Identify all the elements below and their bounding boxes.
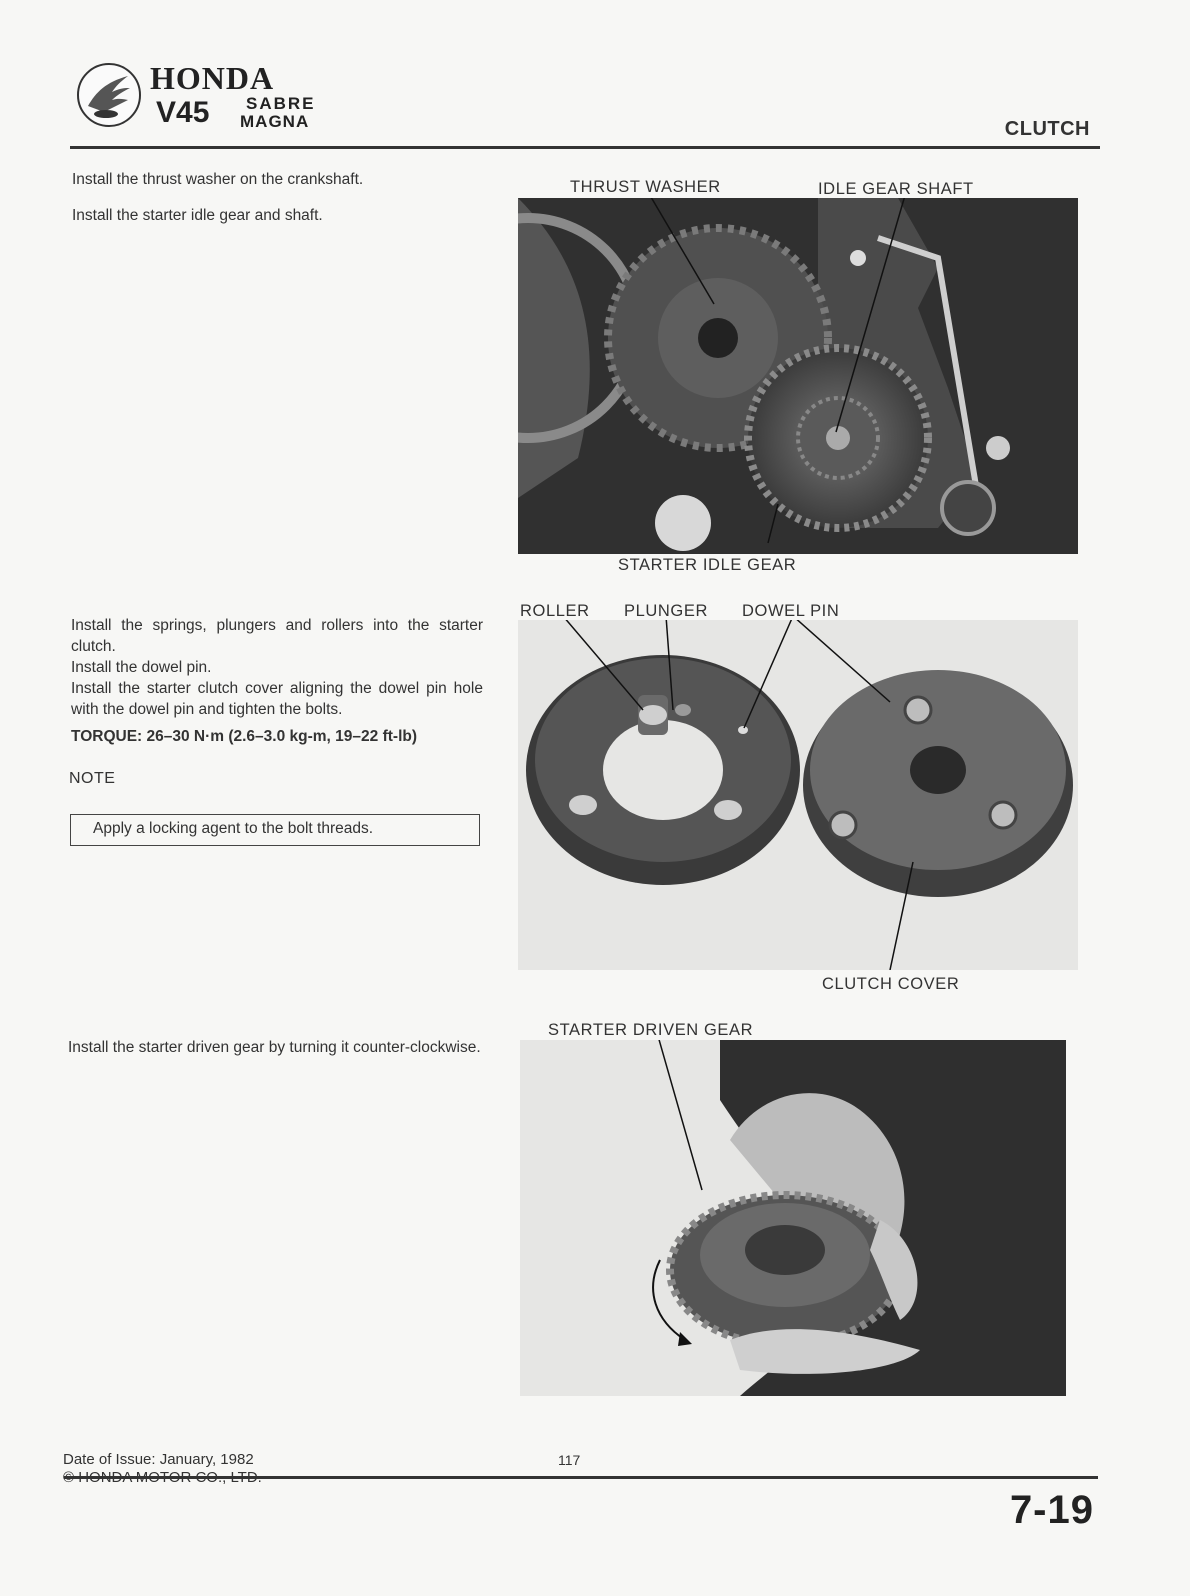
model-name: V45 — [156, 96, 210, 129]
label-thrust-washer: THRUST WASHER — [570, 178, 721, 196]
honda-logo — [76, 60, 336, 136]
label-clutch-cover: CLUTCH COVER — [822, 975, 960, 993]
section-title: CLUTCH — [1004, 118, 1090, 140]
brand-name: HONDA — [150, 60, 275, 96]
label-dowel-pin: DOWEL PIN — [742, 602, 840, 620]
step3-text: Install the starter driven gear by turning it counter-clockwise. — [68, 1039, 481, 1056]
step2-text-2: Install the dowel pin. — [71, 659, 212, 676]
page-number: 117 — [558, 1452, 581, 1468]
photo-starter-idle-gear — [518, 198, 1078, 554]
step2-text-1: Install the springs, plungers and rollers into the starter clutch. — [71, 617, 483, 655]
photo-starter-clutch — [518, 620, 1078, 970]
header-rule — [70, 146, 1100, 149]
photo-starter-driven-gear — [520, 1040, 1066, 1396]
note-label: NOTE — [69, 770, 116, 787]
step1-text-1: Install the thrust washer on the crankshaft. — [72, 171, 364, 188]
issue-date: Date of Issue: January, 1982 — [63, 1451, 254, 1468]
label-plunger: PLUNGER — [624, 602, 708, 620]
torque-spec: TORQUE: 26–30 N·m (2.6–3.0 kg-m, 19–22 ft-lb) — [71, 728, 418, 745]
step2-text-3: Install the starter clutch cover aligning the dowel pin hole with the dowel pin and tighten the bolts. — [71, 680, 483, 718]
model-variant-magna: MAGNA — [240, 112, 310, 131]
step1-text-2: Install the starter idle gear and shaft. — [72, 207, 323, 224]
model-variant-sabre: SABRE — [246, 94, 316, 113]
chapter-page-number: 7-19 — [1009, 1488, 1094, 1532]
label-roller: ROLLER — [520, 602, 590, 620]
label-starter-driven-gear: STARTER DRIVEN GEAR — [548, 1021, 754, 1039]
label-starter-idle-gear: STARTER IDLE GEAR — [618, 556, 797, 574]
honda-wing-emblem-icon — [76, 62, 142, 128]
note-box: Apply a locking agent to the bolt threads. — [70, 814, 480, 846]
label-idle-gear-shaft: IDLE GEAR SHAFT — [818, 180, 974, 198]
copyright: © HONDA MOTOR CO., LTD. — [63, 1469, 262, 1486]
